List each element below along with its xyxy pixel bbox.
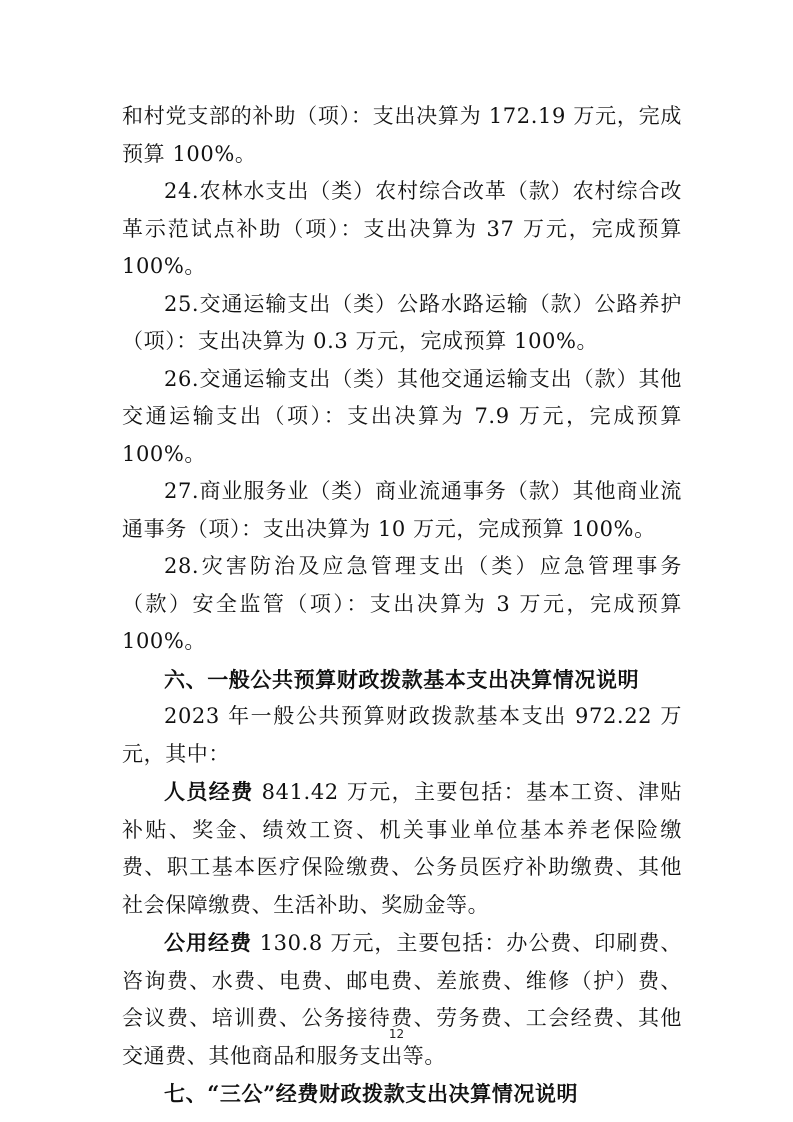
paragraph-item-26: 26.交通运输支出（类）其他交通运输支出（款）其他交通运输支出（项）：支出决算为 7.9 万元，完成预算 100%。 xyxy=(122,366,682,466)
public-expense-text: 130.8 万元，主要包括：办公费、印刷费、咨询费、水费、电费、邮电费、差旅费、维修（护）费、会议费、培训费、公务接待费、劳务费、工会经费、其他交通费、其他商品和服务支出等。 xyxy=(122,931,682,1068)
paragraph-item-28: 28.灾害防治及应急管理支出（类）应急管理事务（款）安全监管（项）：支出决算为 3 万元，完成预算 100%。 xyxy=(122,554,682,653)
paragraph-continuation: 和村党支部的补助（项）：支出决算为 172.19 万元，完成预算 100%。 xyxy=(122,104,682,166)
section-6-heading: 六、一般公共预算财政拨款基本支出决算情况说明 xyxy=(164,666,640,692)
personnel-expense-text: 841.42 万元，主要包括：基本工资、津贴补贴、奖金、绩效工资、机关事业单位基本养老保险缴费、职工基本医疗保险缴费、公务员医疗补助缴费、其他社会保障缴费、生活补助、奖励金等。 xyxy=(122,780,682,917)
personnel-expense-term: 人员经费 xyxy=(164,779,254,804)
public-expense-paragraph xyxy=(122,924,682,1075)
paragraph-item-27: 27.商业服务业（类）商业流通事务（款）其他商业流通事务（项）：支出决算为 10 万元，完成预算 100%。 xyxy=(122,479,682,541)
public-expense-term: 公用经费 xyxy=(164,930,252,955)
paragraph-item-25: 25.交通运输支出（类）公路水路运输（款）公路养护（项）：支出决算为 0.3 万元，完成预算 100%。 xyxy=(122,291,682,353)
page-number: 12 xyxy=(388,1027,405,1041)
paragraph-item-24: 24.农林水支出（类）农村综合改革（款）农村综合改革示范试点补助（项）：支出决算为 37 万元，完成预算 100%。 xyxy=(122,179,682,278)
page-content xyxy=(122,98,682,1113)
section-7-heading: 七、“三公”经费财政拨款支出决算情况说明 xyxy=(164,1081,579,1106)
personnel-expense-paragraph xyxy=(122,773,682,924)
section-6-intro: 2023 年一般公共预算财政拨款基本支出 972.22 万元，其中： xyxy=(122,704,682,766)
